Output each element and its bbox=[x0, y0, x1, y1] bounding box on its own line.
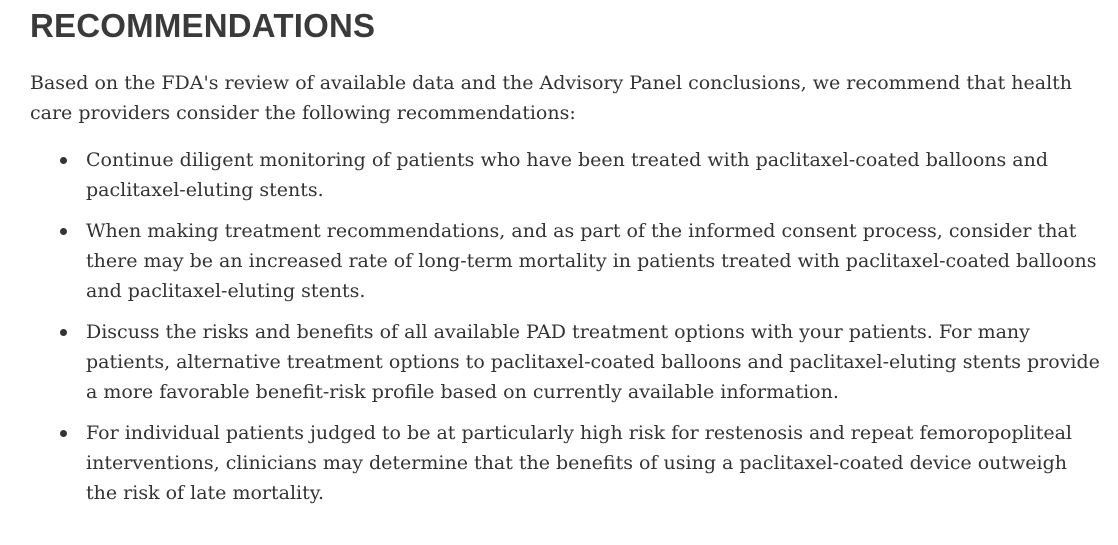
bullet-icon bbox=[60, 228, 67, 235]
bullet-icon bbox=[60, 430, 67, 437]
recommendation-item-1 bbox=[30, 145, 1100, 205]
recommendation-item-2 bbox=[30, 216, 1100, 306]
recommendation-text: For individual patients judged to be at particularly high risk for restenosis and repeat femoropopliteal interventions, clinicians may determine that the benefits of using a paclitaxel-coated device outweigh the risk of late mortality. bbox=[86, 422, 1072, 504]
recommendation-text: When making treatment recommendations, and as part of the informed consent process, consider that there may be an increased rate of long-term mortality in patients treated with paclitaxel-coated balloons and paclitaxel-eluting stents. bbox=[86, 220, 1097, 302]
recommendation-item-4 bbox=[30, 418, 1100, 508]
recommendation-text: Continue diligent monitoring of patients who have been treated with paclitaxel-coated balloons and paclitaxel-eluting stents. bbox=[86, 149, 1049, 201]
bullet-icon bbox=[60, 329, 67, 336]
bullet-icon bbox=[60, 157, 67, 164]
section-heading: RECOMMENDATIONS bbox=[30, 7, 376, 44]
recommendation-item-3 bbox=[30, 317, 1100, 407]
recommendation-text: Discuss the risks and benefits of all available PAD treatment options with your patients. For many patients, alternative treatment options to paclitaxel-coated balloons and paclitaxel-eluting stents provide a more favorable benefit-risk profile based on currently available information. bbox=[86, 321, 1100, 403]
recommendations-list bbox=[30, 145, 1100, 519]
intro-paragraph: Based on the FDA's review of available data and the Advisory Panel conclusions, we recommend that health care providers consider the following recommendations: bbox=[30, 72, 1073, 124]
